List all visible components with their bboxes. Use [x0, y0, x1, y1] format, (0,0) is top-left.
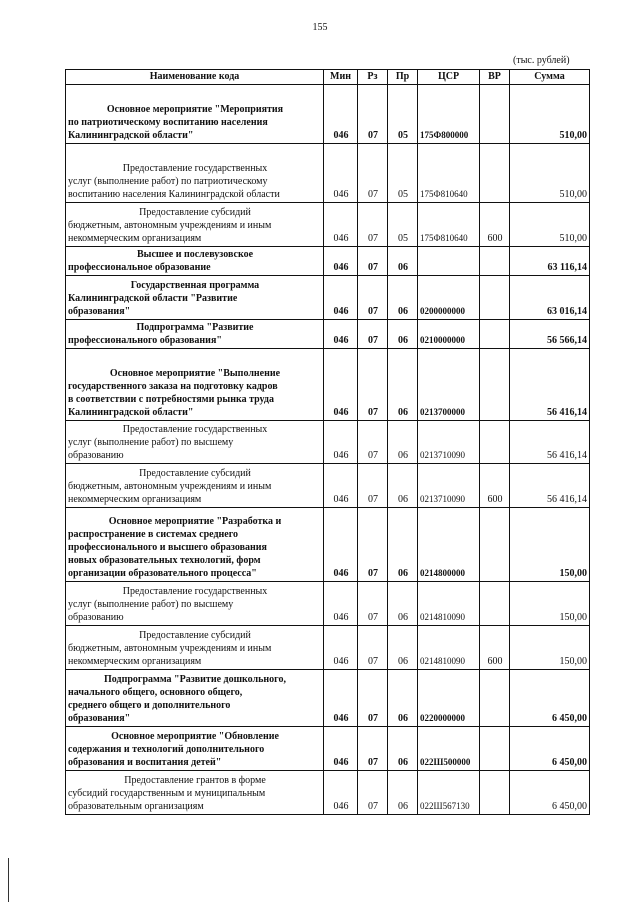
- header-min: Мин: [324, 70, 358, 85]
- row-name: [66, 626, 324, 670]
- row-name-line: некоммерческим организациям: [68, 656, 202, 667]
- row-name-line: содержания и технологий дополнительного: [68, 744, 265, 755]
- row-rz: 07: [358, 421, 388, 464]
- row-pr: 06: [388, 670, 418, 727]
- row-min: 046: [324, 247, 358, 276]
- row-rz: 07: [358, 247, 388, 276]
- table-row: [66, 464, 590, 508]
- table-row: [66, 582, 590, 626]
- row-min: 046: [324, 464, 358, 508]
- row-csr: 0213710090: [418, 421, 480, 464]
- budget-table: [65, 69, 590, 815]
- row-name-line: профессионального и высшего образования: [68, 542, 267, 553]
- row-name-line: Предоставление государственных: [122, 586, 268, 597]
- row-pr: 05: [388, 144, 418, 203]
- margin-mark: [8, 858, 9, 902]
- row-name-line: услуг (выполнение работ) по высшему: [68, 599, 234, 610]
- table-row: [66, 771, 590, 815]
- row-name-line: Подпрограмма "Развитие дошкольного,: [104, 674, 286, 685]
- row-vr: [480, 320, 510, 349]
- row-name-line: Предоставление субсидий: [139, 468, 251, 479]
- row-name: [66, 247, 324, 276]
- row-csr: 0210000000: [418, 320, 480, 349]
- row-csr: [418, 247, 480, 276]
- row-csr: 022Ш500000: [418, 727, 480, 771]
- row-sum: 510,00: [510, 85, 590, 144]
- row-min: 046: [324, 144, 358, 203]
- row-vr: [480, 421, 510, 464]
- row-name-line: Калининградской области": [68, 407, 194, 418]
- row-name-line: воспитанию населения Калининградской области: [68, 189, 280, 200]
- row-csr: 175Ф800000: [418, 85, 480, 144]
- table-row: [66, 626, 590, 670]
- row-pr: 06: [388, 727, 418, 771]
- row-name-line: образования и воспитания детей": [68, 757, 222, 768]
- row-name-line: образованию: [68, 450, 124, 461]
- row-min: 046: [324, 727, 358, 771]
- row-sum: 56 416,14: [510, 421, 590, 464]
- table-header-row: [66, 70, 590, 85]
- row-min: 046: [324, 85, 358, 144]
- row-sum: 510,00: [510, 144, 590, 203]
- row-vr: 600: [480, 626, 510, 670]
- row-min: 046: [324, 771, 358, 815]
- row-csr: 022Ш567130: [418, 771, 480, 815]
- header-csr: ЦСР: [418, 70, 480, 85]
- row-vr: [480, 670, 510, 727]
- row-name-line: Калининградской области "Развитие: [68, 293, 238, 304]
- header-sum: Сумма: [510, 70, 590, 85]
- row-pr: 06: [388, 247, 418, 276]
- row-name: [66, 771, 324, 815]
- page-number: 155: [312, 22, 328, 33]
- row-rz: 07: [358, 508, 388, 582]
- row-name-line: образования": [68, 713, 131, 724]
- table-body: [66, 85, 590, 815]
- row-rz: 07: [358, 144, 388, 203]
- row-name: [66, 320, 324, 349]
- row-sum: 150,00: [510, 582, 590, 626]
- row-rz: 07: [358, 464, 388, 508]
- row-vr: [480, 582, 510, 626]
- row-name-line: бюджетным, автономным учреждениям и иным: [68, 220, 272, 231]
- row-rz: 07: [358, 771, 388, 815]
- row-name-line: в соответствии с потребностями рынка труда: [68, 394, 274, 405]
- row-name-line: Основное мероприятие "Обновление: [111, 731, 279, 742]
- table-row: [66, 247, 590, 276]
- table-row: [66, 670, 590, 727]
- row-name-line: Калининградской области": [68, 130, 194, 141]
- row-name: [66, 464, 324, 508]
- row-name-line: услуг (выполнение работ) по высшему: [68, 437, 234, 448]
- row-pr: 06: [388, 464, 418, 508]
- header-vr: ВР: [480, 70, 510, 85]
- row-name: [66, 349, 324, 421]
- row-csr: 0214810090: [418, 626, 480, 670]
- table-row: [66, 349, 590, 421]
- row-rz: 07: [358, 582, 388, 626]
- row-name-line: Предоставление субсидий: [139, 630, 251, 641]
- row-name-line: Государственная программа: [130, 280, 260, 291]
- row-sum: 510,00: [510, 203, 590, 247]
- table-row: [66, 421, 590, 464]
- table-row: [66, 276, 590, 320]
- table-row: [66, 727, 590, 771]
- table-row: [66, 320, 590, 349]
- table-row: [66, 203, 590, 247]
- row-sum: 56 416,14: [510, 464, 590, 508]
- row-min: 046: [324, 349, 358, 421]
- row-csr: 0214810090: [418, 582, 480, 626]
- row-name-line: субсидий государственным и муниципальным: [68, 788, 266, 799]
- row-name-line: профессиональное образование: [68, 262, 211, 273]
- row-pr: 06: [388, 421, 418, 464]
- row-name-line: услуг (выполнение работ) по патриотическому: [68, 176, 268, 187]
- row-name: [66, 508, 324, 582]
- row-min: 046: [324, 276, 358, 320]
- row-pr: 06: [388, 349, 418, 421]
- row-sum: 6 450,00: [510, 670, 590, 727]
- row-vr: [480, 508, 510, 582]
- row-rz: 07: [358, 349, 388, 421]
- row-name-line: по патриотическому воспитанию населения: [68, 117, 268, 128]
- row-csr: 0214800000: [418, 508, 480, 582]
- row-name: [66, 203, 324, 247]
- row-rz: 07: [358, 670, 388, 727]
- row-csr: 175Ф810640: [418, 203, 480, 247]
- row-csr: 175Ф810640: [418, 144, 480, 203]
- row-rz: 07: [358, 276, 388, 320]
- row-vr: [480, 85, 510, 144]
- row-name-line: образования": [68, 306, 131, 317]
- row-name-line: бюджетным, автономным учреждениям и иным: [68, 481, 272, 492]
- table-row: [66, 85, 590, 144]
- row-vr: 600: [480, 203, 510, 247]
- row-min: 046: [324, 626, 358, 670]
- row-csr: 0213700000: [418, 349, 480, 421]
- row-rz: 07: [358, 320, 388, 349]
- row-min: 046: [324, 421, 358, 464]
- row-name: [66, 276, 324, 320]
- row-name-line: образованию: [68, 612, 124, 623]
- table-row: [66, 144, 590, 203]
- row-name-line: начального общего, основного общего,: [68, 687, 243, 698]
- row-sum: 6 450,00: [510, 771, 590, 815]
- row-csr: 0213710090: [418, 464, 480, 508]
- row-name-line: среднего общего и дополнительного: [68, 700, 231, 711]
- row-name-line: Подпрограмма "Развитие: [136, 322, 254, 333]
- row-vr: [480, 276, 510, 320]
- row-sum: 56 416,14: [510, 349, 590, 421]
- row-name-line: государственного заказа на подготовку кадров: [68, 381, 278, 392]
- row-name: [66, 727, 324, 771]
- row-name: [66, 582, 324, 626]
- row-name-line: профессионального образования": [68, 335, 222, 346]
- row-rz: 07: [358, 85, 388, 144]
- row-name-line: организации образовательного процесса": [68, 568, 257, 579]
- row-pr: 06: [388, 276, 418, 320]
- header-rz: Рз: [358, 70, 388, 85]
- row-name-line: некоммерческим организациям: [68, 233, 202, 244]
- row-name: [66, 421, 324, 464]
- row-name-line: Предоставление государственных: [122, 424, 268, 435]
- row-pr: 06: [388, 320, 418, 349]
- row-pr: 06: [388, 771, 418, 815]
- table-row: [66, 508, 590, 582]
- row-name-line: Основное мероприятие "Выполнение: [109, 368, 281, 379]
- row-rz: 07: [358, 626, 388, 670]
- row-name-line: Предоставление государственных: [122, 163, 268, 174]
- row-rz: 07: [358, 727, 388, 771]
- row-name-line: распространение в системах среднего: [68, 529, 239, 540]
- row-vr: 600: [480, 464, 510, 508]
- row-min: 046: [324, 582, 358, 626]
- row-pr: 06: [388, 582, 418, 626]
- row-pr: 05: [388, 85, 418, 144]
- header-name: Наименование кода: [66, 70, 324, 85]
- row-rz: 07: [358, 203, 388, 247]
- row-name: [66, 670, 324, 727]
- row-name-line: Предоставление грантов в форме: [124, 775, 266, 786]
- row-sum: 150,00: [510, 626, 590, 670]
- row-pr: 06: [388, 626, 418, 670]
- header-pr: Пр: [388, 70, 418, 85]
- row-min: 046: [324, 203, 358, 247]
- row-name-line: новых образовательных технологий, форм: [68, 555, 261, 566]
- row-csr: 0200000000: [418, 276, 480, 320]
- row-name-line: бюджетным, автономным учреждениям и иным: [68, 643, 272, 654]
- row-vr: [480, 144, 510, 203]
- row-min: 046: [324, 670, 358, 727]
- units-label: (тыс. рублей): [513, 55, 570, 66]
- row-name-line: Предоставление субсидий: [139, 207, 251, 218]
- row-name-line: Высшее и послевузовское: [136, 249, 254, 260]
- row-min: 046: [324, 508, 358, 582]
- row-pr: 06: [388, 508, 418, 582]
- row-min: 046: [324, 320, 358, 349]
- row-vr: [480, 771, 510, 815]
- row-sum: 150,00: [510, 508, 590, 582]
- row-vr: [480, 727, 510, 771]
- row-sum: 63 016,14: [510, 276, 590, 320]
- row-name-line: образовательным организациям: [68, 801, 204, 812]
- row-name-line: Основное мероприятие "Разработка и: [108, 516, 282, 527]
- row-csr: 0220000000: [418, 670, 480, 727]
- row-sum: 6 450,00: [510, 727, 590, 771]
- row-pr: 05: [388, 203, 418, 247]
- row-name-line: некоммерческим организациям: [68, 494, 202, 505]
- row-name: [66, 85, 324, 144]
- row-sum: 63 116,14: [510, 247, 590, 276]
- row-name-line: Основное мероприятие "Мероприятия: [106, 104, 284, 115]
- row-vr: [480, 349, 510, 421]
- row-vr: [480, 247, 510, 276]
- row-sum: 56 566,14: [510, 320, 590, 349]
- row-name: [66, 144, 324, 203]
